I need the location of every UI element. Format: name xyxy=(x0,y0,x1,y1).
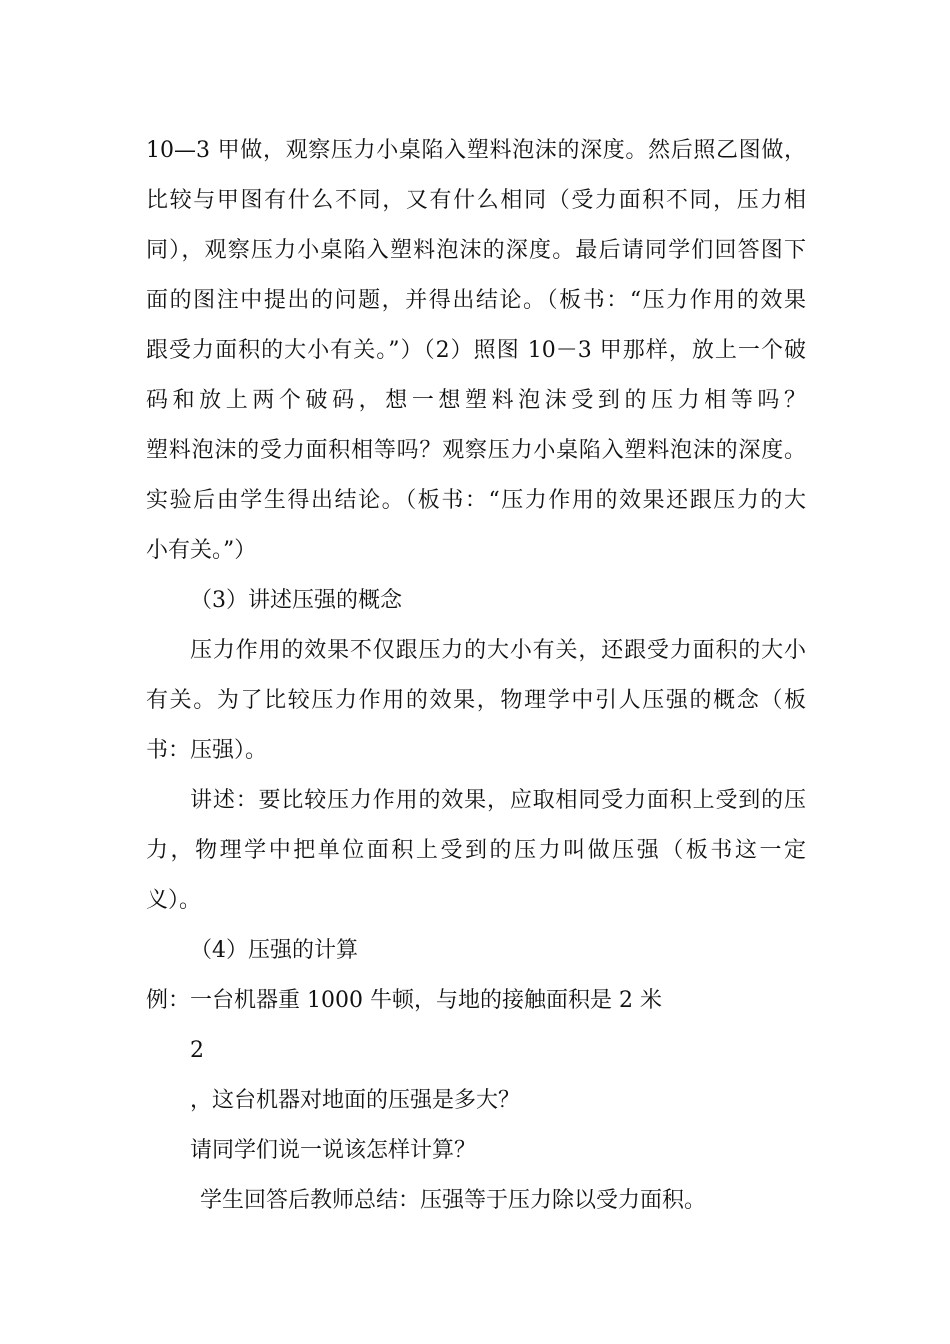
prompt-line: 请同学们说一说该怎样计算？ xyxy=(190,1138,477,1163)
text-line-3: 同），观察压力小桌陷入塑料泡沫的深度。最后请同学们回答图下 xyxy=(146,238,806,263)
text-line-5: 跟受力面积的大小有关。”）（2）照图 10－3 甲那样，放上一个破 xyxy=(146,338,806,363)
text-line-16: 义）。 xyxy=(146,888,202,913)
text-line-11: 压力作用的效果不仅跟压力的大小有关，还跟受力面积的大小 xyxy=(190,638,806,663)
text-line-2: 比较与甲图有什么不同，又有什么相同（受力面积不同，压力相 xyxy=(146,188,806,213)
text-line-9: 小有关。”） xyxy=(146,538,257,563)
text-line-13: 书：压强）。 xyxy=(146,738,268,763)
superscript-2: 2 xyxy=(190,1038,204,1063)
text-line-6: 码和放上两个破码，想一想塑料泡沫受到的压力相等吗？ xyxy=(146,388,806,413)
example-line: 例：一台机器重 1000 牛顿，与地的接触面积是 2 米 xyxy=(146,988,662,1013)
section-heading-4: （4）压强的计算 xyxy=(190,938,358,963)
text-line-4: 面的图注中提出的问题，并得出结论。（板书：“压力作用的效果 xyxy=(146,288,806,313)
section-heading-3: （3）讲述压强的概念 xyxy=(190,588,402,613)
text-line-15: 力，物理学中把单位面积上受到的压力叫做压强（板书这一定 xyxy=(146,838,806,863)
text-line-14: 讲述：要比较压力作用的效果，应取相同受力面积上受到的压 xyxy=(190,788,806,813)
text-line-12: 有关。为了比较压力作用的效果，物理学中引人压强的概念（板 xyxy=(146,688,806,713)
text-line-8: 实验后由学生得出结论。（板书：“压力作用的效果还跟压力的大 xyxy=(146,488,806,513)
text-line-1: 10—3 甲做，观察压力小桌陷入塑料泡沫的深度。然后照乙图做， xyxy=(146,138,806,163)
example-question: ，这台机器对地面的压强是多大？ xyxy=(190,1088,521,1113)
summary-line: 学生回答后教师总结：压强等于压力除以受力面积。 xyxy=(200,1188,707,1213)
text-line-7: 塑料泡沫的受力面积相等吗？观察压力小桌陷入塑料泡沫的深度。 xyxy=(146,438,806,463)
